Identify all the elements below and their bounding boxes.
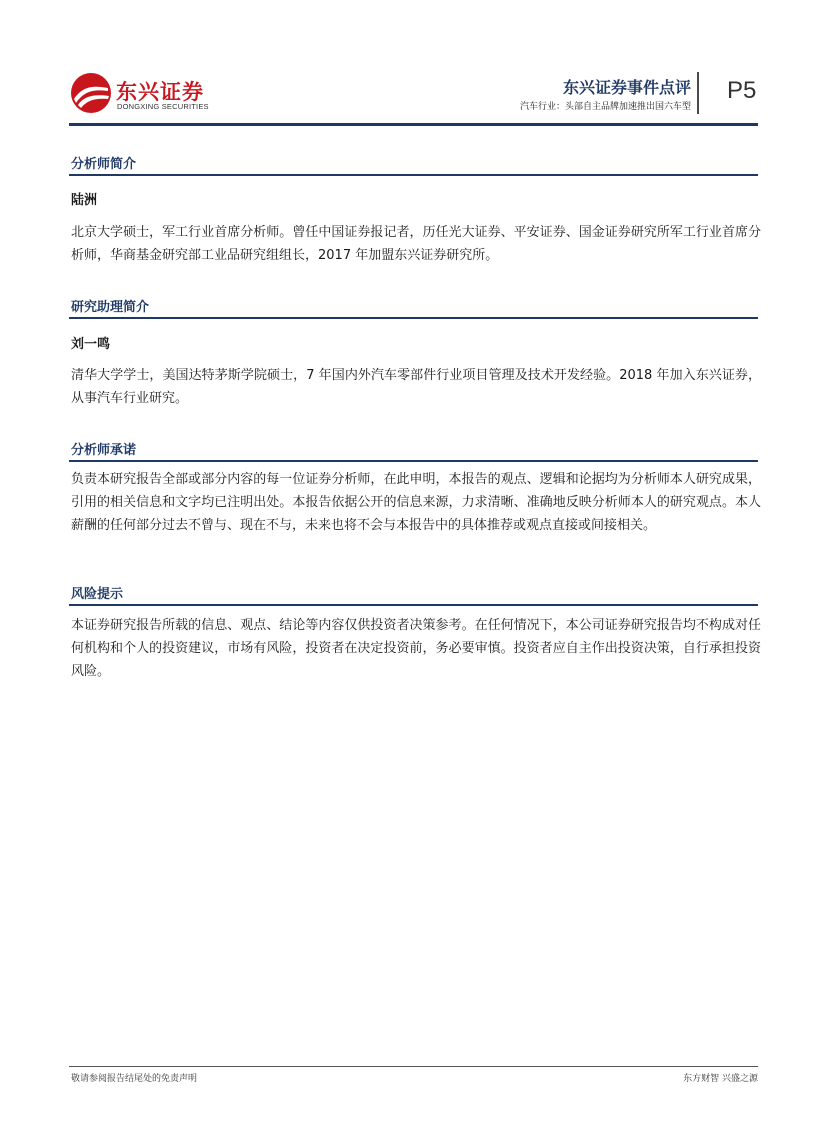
footer-rule: [69, 1066, 758, 1067]
assistant-bio: 清华大学学士，美国达特茅斯学院硕士，7 年国内外汽车零部件行业项目管理及技术开发经验。2018 年加入东兴证券，从事汽车行业研究。: [71, 368, 761, 406]
section-title-analyst: 分析师简介: [71, 157, 137, 172]
section-title-assistant: 研究助理简介: [71, 300, 150, 315]
section-rule: [69, 174, 758, 176]
section-title-risk: 风险提示: [71, 587, 124, 602]
section-rule: [69, 317, 758, 319]
assistant-name: 刘一鸣: [71, 337, 111, 352]
logo-english-name: DONGXING SECURITIES: [117, 102, 209, 111]
commitment-text: 负责本研究报告全部或部分内容的每一位证券分析师，在此申明，本报告的观点、逻辑和论据均为分析师本人研究成果，引用的相关信息和文字均已注明出处。本报告依据公开的信息来源，力求清晰、准确地反映分析师本人的研究观点。本人薪酬的任何部分过去不曾与、现在不与，未来也将不会与本报告中的具体推荐或观点直接或间接相关。: [71, 472, 761, 533]
footer-slogan: 东方财智 兴盛之源: [683, 1074, 758, 1084]
dongxing-logo-icon: [70, 72, 112, 114]
section-title-commitment: 分析师承诺: [71, 443, 137, 458]
report-type-title: 东兴证券事件点评: [562, 78, 691, 97]
analyst-name: 陆洲: [71, 193, 98, 208]
report-subtitle: 汽车行业：头部自主品牌加速推出国六车型: [519, 102, 691, 112]
header-divider: [697, 72, 699, 114]
logo-chinese-name: 东兴证券: [116, 80, 204, 104]
footer-disclaimer-note: 敬请参阅报告结尾处的免责声明: [71, 1074, 198, 1084]
analyst-bio: 北京大学硕士，军工行业首席分析师。曾任中国证券报记者，历任光大证券、平安证券、国金证券研究所军工行业首席分析师，华商基金研究部工业品研究组组长，2017 年加盟东兴证券研究所。: [71, 225, 761, 263]
risk-text: 本证券研究报告所载的信息、观点、结论等内容仅供投资者决策参考。在任何情况下，本公司证券研究报告均不构成对任何机构和个人的投资建议，市场有风险，投资者在决定投资前，务必要审慎。投资者应自主作出投资决策，自行承担投资风险。: [71, 618, 761, 679]
section-rule: [69, 460, 758, 462]
header-rule: [69, 123, 758, 126]
section-rule: [69, 604, 758, 606]
company-logo: [70, 72, 230, 116]
page-number: P5: [727, 77, 757, 104]
